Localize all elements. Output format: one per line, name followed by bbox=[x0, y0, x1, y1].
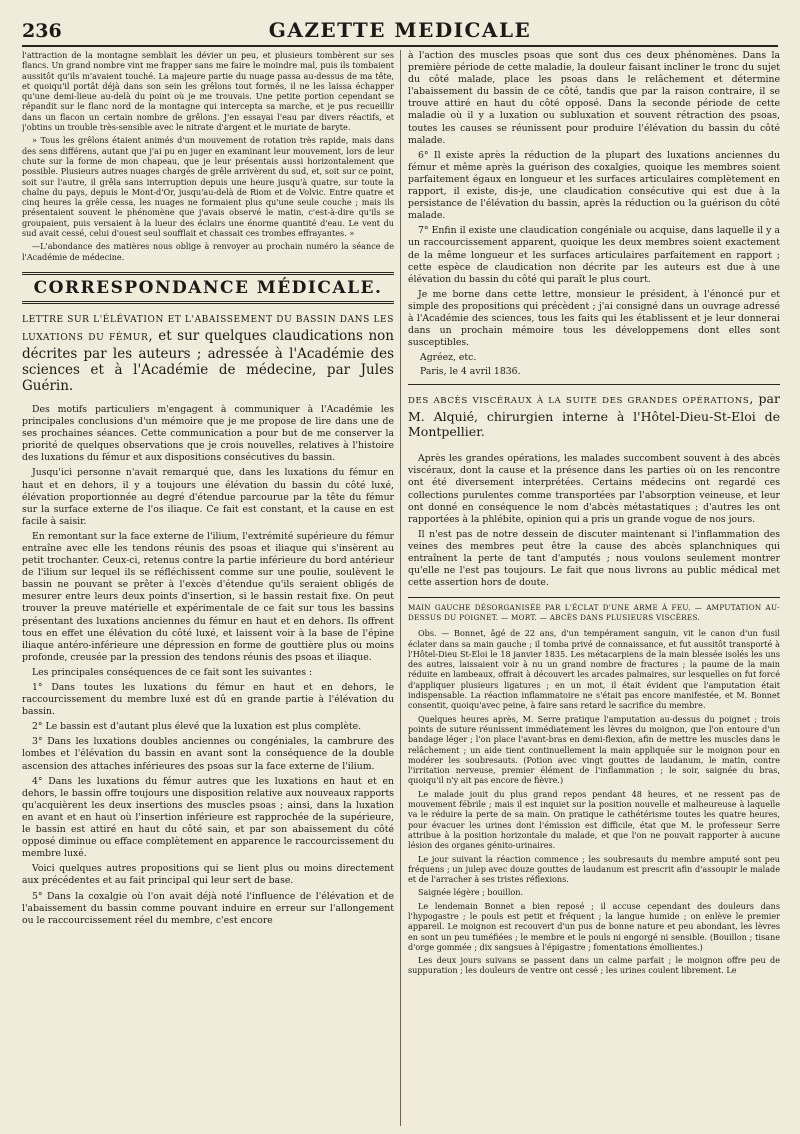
left-column bbox=[22, 50, 394, 1128]
paragraph: —L'abondance des matières nous oblige à renvoyer au prochain numéro la séance de l'Académie de médecine. bbox=[22, 241, 394, 262]
paragraph: Des motifs particuliers m'engagent à communiquer à l'Académie les principales conclusions d'un mémoire que je me propose de lire dans une de ses prochaines séances. Cette communication a pour but de me conserver la priorité de quelques observations que je crois nouvelles, relatives à l'histoire des luxations du fémur et aux dispositions consécutives du bassin. bbox=[22, 403, 394, 464]
paragraph: 7° Enfin il existe une claudication congéniale ou acquise, dans laquelle il y a un raccourcissement apparent, quoique les deux membres soient exactement de la même longueur et les surfaces articulaires parfaitement en rapport ; cette espèce de claudication non décrite par les auteurs est due à une élévation du bassin du côté qui paraît le plus court. bbox=[408, 225, 780, 285]
paragraph: 5° Dans la coxalgie où l'on avait déjà noté l'influence de l'élévation et de l'abaissement du bassin comme pouvant induire en erreur sur l'allongement ou le raccourcissement réel du membre, c'est encore bbox=[22, 890, 394, 926]
article-title-rest: , par M. Alquié, chirurgien interne à l'Hôtel-Dieu-St-Eloi de Montpellier. bbox=[408, 391, 780, 440]
paragraph: 4° Dans les luxations du fémur autres que les luxations en haut et en dehors, le bassin offre toujours une disposition relative aux nouveaux rapports qu'acquièrent les deux insertions des muscles psoas ; ainsi, dans la luxation en avant et en haut où l'insertion inférieure est rapprochée de la supérieure, le bassin est attiré en haut du côté sain, et par son abaissement du côté opposé diminue ou efface complètement en apparence le raccourcissement du membre luxé. bbox=[22, 775, 394, 860]
paragraph: Je me borne dans cette lettre, monsieur le président, à l'énoncé pur et simple des propositions qui précèdent ; j'ai consigné dans un ouvrage adressé à l'Académie des sciences, tous les faits qui les établissent et je leur donnerai dans un prochain mémoire tous les développemens dont elles sont susceptibles. bbox=[408, 288, 780, 349]
paragraph: l'attraction de la montagne semblait les dévier un peu, et plusieurs tombèrent sur ses flancs. Un grand nombre vint me frapper sans me faire le moindre mal, puis ils tombaient aussitôt qu'ils m'avaient touché. La majeure partie du nuage passa au-dessus de ma tête, et quoiqu'il portât déjà dans son sein les grêlons tout formés, il ne les laissa échapper qu'une demi-lieue au-delà du point où je me trouvais. Une petite portion cependant se répandit sur le flanc nord de la montagne qui intercepta sa marche, et je pus recueillir dans un flacon un certain nombre de grêlons. J'en essayai l'eau par divers réactifs, et j'obtins un trouble très-sensible avec le nitrate d'argent et le muriate de baryte. bbox=[22, 50, 394, 133]
paragraph: 6° Il existe après la réduction de la plupart des luxations anciennes du fémur et même après la guérison des coxalgies, quoique les membres soient parfaitement égaux en longueur et les surfaces articulaires complètement en rapport, il existe, dis-je, une claudication consécutive qui est due à la persistance de l'élévation du bassin, après la réduction ou la guérison du côté malade. bbox=[408, 149, 780, 222]
paragraph: 3° Dans les luxations doubles anciennes ou congéniales, la cambrure des lombes et l'élévation du bassin en avant sont la conséquence de la double ascension des attaches inférieures des psoas sur la face externe de l'ilium. bbox=[22, 736, 394, 772]
paragraph: Jusqu'ici personne n'avait remarqué que, dans les luxations du fémur en haut et en dehors, il y a toujours une élévation du bassin du côté luxé, élévation proportionnée au degré d'étendue parcourue par la tête du fémur sur la surface externe de l'os iliaque. Ce fait est constant, et la cause en est facile à saisir. bbox=[22, 467, 394, 527]
article-title-smallcaps: DES ABCÈS VISCÉRAUX À LA SUITE DES GRANDES OPÉRATIONS bbox=[408, 396, 750, 407]
header-rule bbox=[22, 45, 778, 47]
article-title bbox=[408, 384, 780, 439]
signoff-date: Paris, le 4 avril 1836. bbox=[420, 366, 521, 378]
article-body bbox=[22, 404, 394, 927]
paragraph: Il n'est pas de notre dessein de discuter maintenant si l'inflammation des veines des membres peut être la cause des abcès splanchniques qui entraînent la perte de tant d'amputés ; nous voulons seulement montrer qu'elle ne l'est pas toujours. Le fait que nous livrons au public médical met cette assertion hors de doute. bbox=[408, 528, 780, 589]
section-title: CORRESPONDANCE MÉDICALE. bbox=[22, 272, 394, 304]
observation-body bbox=[408, 628, 780, 976]
article-title-smallcaps: LETTRE SUR L'ÉLÉVATION ET L'ABAISSEMENT DU BASSIN DANS LES LUXATIONS DU FÉMUR bbox=[22, 314, 394, 343]
paragraph: Après les grandes opérations, les malades succombent souvent à des abcès viscéraux, dont la cause et la présence dans les parties où on les rencontre ont été diversement interprétées. Certains médecins ont regardé ces collections purulentes comme transportées par l'absorption veineuse, et leur ont donné en conséquence le nom d'abcès métastatiques ; d'autres les ont rapportées à la phlébite, opinion qui a pris un grande vogue de nos jours. bbox=[408, 453, 780, 525]
right-column bbox=[408, 50, 780, 1128]
article-title-rest: , et sur quelques claudications non décrites par les auteurs ; adressée à l'Académie des sciences et à l'Académie de médecine, par Jules Guérin. bbox=[22, 327, 394, 394]
paragraph: Voici quelques autres propositions qui se lient plus ou moins directement aux précédentes et au fait principal qui leur sert de base. bbox=[22, 863, 394, 887]
paragraph: 1° Dans toutes les luxations du fémur en haut et en dehors, le raccourcissement du membre luxé est dû en grande partie à l'élévation du bassin. bbox=[22, 682, 394, 718]
paragraph: Le malade jouit du plus grand repos pendant 48 heures, et ne ressent pas de mouvement fébrile ; mais il est inquiet sur la position nouvelle et malheureuse à laquelle va le réduire la perte de sa main. On pratique le cathétérisme toutes les quatre heures, pour évacuer les urines dont l'émission est difficile, état que M. le professeur Serre attribue à la position horizontale du malade, et que l'on ne pouvait rapporter à aucune lésion des organes génito-urinaires. bbox=[408, 788, 780, 851]
paragraph: 2° Le bassin est d'autant plus élevé que la luxation est plus complète. bbox=[32, 721, 362, 733]
column-divider bbox=[400, 50, 401, 1126]
paragraph: Quelques heures après, M. Serre pratique l'amputation au-dessus du poignet ; trois points de suture réunissent immédiatement les lèvres du moignon, que l'on entoure d'un bandage léger ; l'on place l'avant-bras en demi-flexion, afin de mettre les muscles dans le relâchement ; un aide tient continuellement la main appliquée sur le moignon pour en modérer les soubresauts. (Potion avec vingt gouttes de laudanum, le matin, contre l'irritation nerveuse, premier élément de l'inflammation ; le soir, saignée du bras, quoiqu'il n'y ait pas encore de fièvre.) bbox=[408, 713, 780, 786]
paragraph: » Tous les grêlons étaient animés d'un mouvement de rotation très rapide, mais dans des sens différens, autant que j'ai pu en juger en examinant leur mouvement, lors de leur chute sur la forme de mon chapeau, que je leur présentais aussi horizontalement que possible. Plusieurs autres nuages chargés de grêle arrivèrent du sud, et, soit sur ce point, soit sur l'autre, il grêla sans interruption depuis une heure jusqu'à quatre, sur toute la chaîne du pays, depuis le Mont-d'Or, jusqu'au-delà de Riom et de Volvic. Entre quatre et cinq heures la grêle cessa, les nuages ne formaient plus qu'une seule couche ; mais ils présentaient souvent le phénomène que j'avais observé le matin, c'est-à-dire qu'ils se groupaient, puis versaient à la lueur des éclairs une énorme quantité d'eau. Le vent du sud avait cessé, celui d'ouest seul soufflait et chassait ces trombes effrayantes. » bbox=[22, 135, 394, 239]
journal-title: GAZETTE MEDICALE bbox=[268, 18, 532, 42]
paragraph: Obs. — Bonnet, âgé de 22 ans, d'un tempérament sanguin, vit le canon d'un fusil éclater dans sa main gauche ; il tomba privé de connaissance, et fut aussitôt transporté à l'Hôtel-Dieu St-Eloi le 18 janvier 1835. Les métacarpiens de la main blessée isolés les uns des autres, laissaient voir à nu un grand nombre de fractures ; la paume de la main réduite en lambeaux, offrait à découvert les arcades palmaires, sur lesquelles on fut forcé d'appliquer plusieurs ligatures ; en un mot, il était évident que l'amputation était indispensable. La réaction inflammatoire ne s'était pas encore manifestée, et M. Bonnet consentit, quoiqu'avec peine, à faire sans retard le sacrifice du membre. bbox=[408, 628, 780, 711]
paragraph: à l'action des muscles psoas que sont dus ces deux phénomènes. Dans la première période de cette maladie, la douleur faisant incliner le tronc du sujet du côté malade, place les psoas dans le relâchement et détermine l'abaissement du bassin de ce côté, tandis que par la raison contraire, il se trouve attiré en haut du côté opposé. Dans la seconde période de cette maladie où il y a luxation ou subluxation et souvent rétraction des psoas, toutes les causes se réunissent pour produire l'élévation du bassin du côté malade. bbox=[408, 50, 780, 146]
page-header bbox=[22, 16, 778, 46]
paragraph: Saignée légère ; bouillon. bbox=[418, 887, 524, 898]
paragraph: Les deux jours suivans se passent dans un calme parfait ; le moignon offre peu de suppuration ; les douleurs de ventre ont cessé ; les urines coulent librement. Le bbox=[408, 955, 780, 976]
article-title bbox=[22, 310, 394, 394]
signoff-greeting: Agréez, etc. bbox=[420, 352, 477, 364]
article-body-continued bbox=[408, 50, 780, 378]
paragraph: Le lendemain Bonnet a bien reposé ; il accuse cependant des douleurs dans l'hypogastre ; le pouls est petit et fréquent ; la langue humide ; on enlève le premier appareil. Le moignon est recouvert d'un pus de bonne nature et peu abondant, les lèvres en sont un peu tuméfiées ; le membre et le pouls ni engorgé ni sensible. (Bouillon ; tisane d'orge gommée ; dix sangsues à l'épigastre ; fomentations émollientes.) bbox=[408, 900, 780, 952]
hail-report-continuation bbox=[22, 50, 394, 262]
paragraph: En remontant sur la face externe de l'ilium, l'extrémité supérieure du fémur entraîne avec elle les tendons réunis des psoas et iliaque qui s'insèrent au petit trochanter. Ceux-ci, retenus contre la partie inférieure du bord antérieur de l'ilium sur lequel ils se réfléchissent comme sur une poulie, soulèvent le bassin ne pouvant se prêter à l'excès d'étendue qu'ils seraient obligés de mesurer entre leurs deux points d'insertion, si le bassin restait fixe. On peut trouver la preuve matérielle et expérimentale de ce fait sur tous les bassins présentant des luxations anciennes du fémur en haut et en dehors. Ils offrent tous en effet une élévation du côté luxé, et laissent voir à la base de l'épine iliaque antéro-inférieure une dépression en forme de gouttière plus ou moins profonde, creusée par la pression des tendons réunis des psoas et iliaque. bbox=[22, 530, 394, 663]
abces-article-body bbox=[408, 453, 780, 589]
paragraph: Le jour suivant la réaction commence ; les soubresauts du membre amputé sont peu fréquens ; un julep avec douze gouttes de laudanum est prescrit afin d'assoupir le malade et de l'arracher à ses tristes réflexions. bbox=[408, 853, 780, 885]
page-number: 236 bbox=[22, 20, 62, 42]
paragraph: Les principales conséquences de ce fait sont les suivantes : bbox=[32, 666, 313, 678]
case-title: MAIN GAUCHE DÉSORGANISÉE PAR L'ÉCLAT D'UNE ARME À FEU. — AMPUTATION AU-DESSUS DU POIGNET. — MORT. — ABCÈS DANS PLUSIEURS VISCÈRES. bbox=[408, 597, 780, 622]
